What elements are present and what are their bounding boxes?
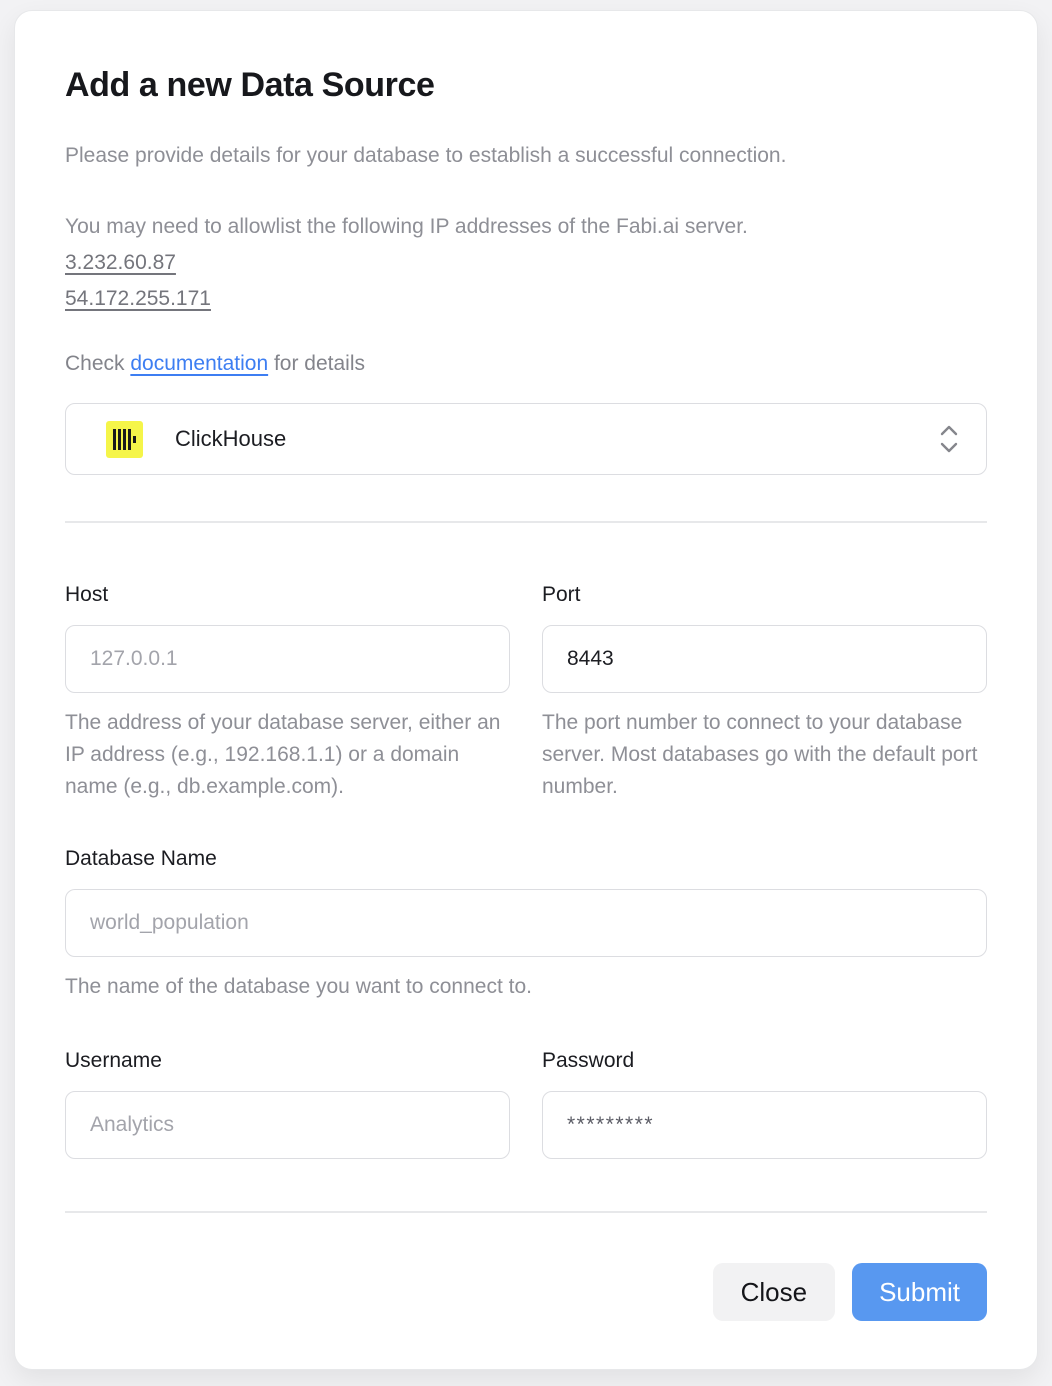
database-name-label: Database Name (65, 847, 217, 870)
clickhouse-logo-icon (106, 421, 143, 458)
doc-line-suffix: for details (268, 352, 366, 375)
port-help-text: The port number to connect to your database server. Most databases go with the default port number. (542, 711, 978, 798)
host-help-text: The address of your database server, either an IP address (e.g., 192.168.1.1) or a domain name (e.g., db.example.com). (65, 711, 501, 798)
page-title: Add a new Data Source (65, 66, 435, 104)
ip-address-link-1[interactable]: 3.232.60.87 (65, 251, 176, 274)
close-button[interactable]: Close (713, 1263, 835, 1321)
host-port-row (65, 581, 987, 803)
password-field-group (542, 1047, 987, 1159)
host-input[interactable] (65, 625, 510, 693)
username-input[interactable] (65, 1091, 510, 1159)
host-label: Host (65, 583, 109, 606)
documentation-line (65, 349, 987, 379)
database-help-text: The name of the database you want to connect to. (65, 975, 532, 998)
section-divider-bottom (65, 1211, 987, 1213)
modal-subtitle: Please provide details for your database to establish a successful connection. (65, 144, 787, 167)
credentials-row (65, 1047, 987, 1159)
data-source-select[interactable] (65, 403, 987, 475)
doc-line-prefix: Check (65, 352, 131, 375)
database-name-input[interactable] (65, 889, 987, 957)
allowlist-section (65, 171, 987, 317)
password-label: Password (542, 1049, 635, 1072)
section-divider-top (65, 521, 987, 523)
allowlist-note: You may need to allowlist the following IP addresses of the Fabi.ai server. (65, 215, 748, 238)
data-source-selected-value: ClickHouse (175, 426, 287, 451)
ip-address-link-2[interactable]: 54.172.255.171 (65, 287, 211, 310)
password-input[interactable] (542, 1091, 987, 1159)
modal-footer (65, 1263, 987, 1321)
port-input[interactable] (542, 625, 987, 693)
port-field-group (542, 581, 987, 803)
database-field-group (65, 845, 987, 1003)
select-chevrons-icon (938, 423, 960, 455)
submit-button[interactable]: Submit (852, 1263, 987, 1321)
username-label: Username (65, 1049, 162, 1072)
documentation-link[interactable]: documentation (130, 352, 269, 375)
username-field-group (65, 1047, 510, 1159)
port-label: Port (542, 583, 581, 606)
add-data-source-modal (14, 10, 1038, 1370)
host-field-group (65, 581, 510, 803)
